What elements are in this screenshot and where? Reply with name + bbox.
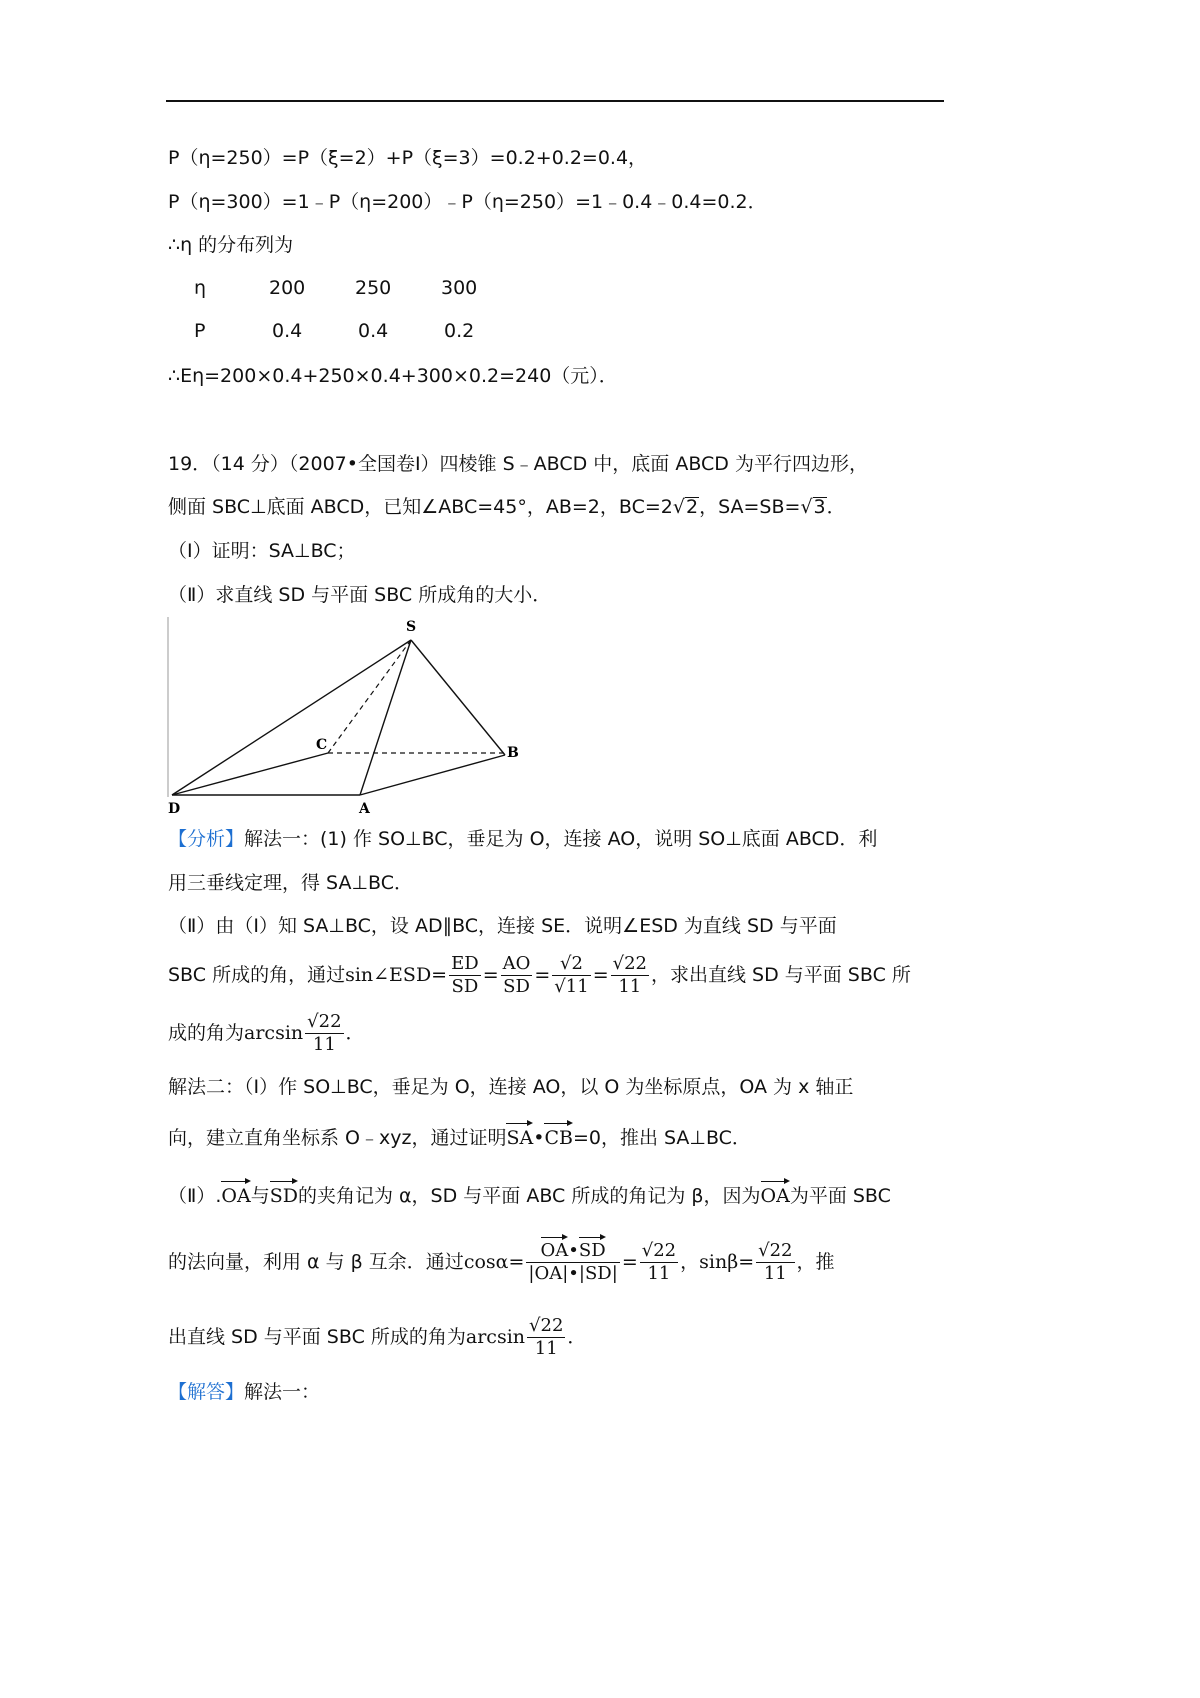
header-rule — [166, 100, 944, 102]
expectation-line: ∴Eη=200×0.4+250×0.4+300×0.2=240（元）． — [168, 365, 618, 387]
edge-DS — [172, 640, 411, 795]
fraction-sqrt22-11: $\frac{√22}{11}$ — [612, 953, 647, 997]
label-D: D — [168, 801, 181, 817]
fraction-sqrt22-11: $\frac{√22}{11}$ — [758, 1240, 793, 1284]
fraction-sqrt2-sqrt11: $\frac{√2}{√11}$ — [554, 953, 589, 997]
analysis-line-2: 用三垂线定理，得 SA⊥BC． — [168, 872, 413, 894]
answer-tag: 【解答】 — [168, 1381, 245, 1403]
edge-CS-dashed — [328, 640, 411, 753]
edge-DC — [172, 753, 328, 795]
analysis-line-7: 向，建立直角坐标系 O﹣xyz，通过证明SA•CB=0，推出 SA⊥BC． — [168, 1127, 751, 1149]
label-S: S — [406, 619, 417, 635]
table-cell: 300 — [441, 277, 478, 299]
analysis-line-6: 解法二：（Ⅰ）作 SO⊥BC，垂足为 O，连接 AO，以 O 为坐标原点，OA 为 x 轴正 — [168, 1076, 854, 1098]
vector-oa: OA — [221, 1185, 251, 1207]
vector-sd: SD — [269, 1185, 298, 1207]
dist-intro: ∴η 的分布列为 — [168, 234, 294, 256]
analysis-line-3: （Ⅱ）由（Ⅰ）知 SA⊥BC，设 AD∥BC，连接 SE．说明∠ESD 为直线 SD 与平面 — [168, 915, 837, 937]
label-A: A — [359, 801, 370, 817]
prob-line-300: P（η=300）=1﹣P（η=200）﹣P（η=250）=1﹣0.4﹣0.4=0.2． — [168, 191, 767, 213]
fraction-sqrt22-11: $\frac{√22}{11}$ — [529, 1315, 564, 1359]
label-C: C — [316, 737, 328, 753]
analysis-line-5: 成的角为arcsin $\frac{√22}{11}$ ． — [168, 1011, 365, 1055]
table-cell: P — [194, 320, 206, 342]
analysis-line-8: （Ⅱ）.OA与SD的夹角记为 α，SD 与平面 ABC 所成的角记为 β，因为OA为平面 SBC — [168, 1185, 891, 1207]
pyramid-figure — [166, 615, 536, 820]
analysis-line-10: 出直线 SD 与平面 SBC 所成的角为arcsin $\frac{√22}{11}$ ． — [168, 1315, 587, 1359]
table-cell: 0.2 — [444, 320, 475, 342]
fraction-ao-sd: $\frac{AO}{SD}$ — [502, 953, 531, 997]
table-cell: 0.4 — [358, 320, 389, 342]
prob-line-250: P（η=250）=P（ξ=2）+P（ξ=3）=0.2+0.2=0.4， — [168, 147, 648, 169]
fraction-ed-sd: $\frac{ED}{SD}$ — [451, 953, 479, 997]
vector-oa: OA — [760, 1185, 790, 1207]
analysis-tag: 【分析】 — [168, 828, 245, 850]
analysis-line-1: 【分析】解法一：(1) 作 SO⊥BC，垂足为 O，连接 AO，说明 SO⊥底面 ABCD．利 — [168, 828, 878, 850]
analysis-line-9: 的法向量，利用 α 与 β 互余．通过cosα= $\frac{OA•SD}{|OA|•|SD|}$ = $\frac{√22}{11}$ ，sinβ= $\frac{√22}{11}$ ，推 — [168, 1240, 835, 1284]
problem-line-1: 19．（14 分）（2007•全国卷Ⅰ）四棱锥 S﹣ABCD 中，底面 ABCD 为平行四边形， — [168, 453, 868, 475]
vector-sa: SA — [506, 1127, 534, 1149]
fraction-sqrt22-11: $\frac{√22}{11}$ — [307, 1011, 342, 1055]
table-cell: 200 — [269, 277, 306, 299]
answer-line: 【解答】解法一： — [168, 1381, 321, 1403]
table-cell: 250 — [355, 277, 392, 299]
sqrt-2: √2 — [672, 496, 699, 518]
problem-part-1: （Ⅰ）证明：SA⊥BC； — [168, 540, 356, 562]
fraction-sqrt22-11: $\frac{√22}{11}$ — [641, 1240, 677, 1284]
label-B: B — [507, 745, 519, 761]
table-cell: 0.4 — [272, 320, 303, 342]
vector-cb: CB — [544, 1127, 573, 1149]
problem-part-2: （Ⅱ）求直线 SD 与平面 SBC 所成角的大小． — [168, 584, 552, 606]
sqrt-3: √3 — [800, 496, 826, 518]
edge-SB — [411, 640, 505, 755]
analysis-line-4: SBC 所成的角，通过sin∠ESD= $\frac{ED}{SD}$ = $\frac{AO}{SD}$ = $\frac{√2}{√11}$ = $\frac{√22}{11}$ ，求出直线 SD 与平面 SBC 所 — [168, 953, 911, 997]
fraction-cos-alpha: $\frac{OA•SD}{|OA|•|SD|}$ — [528, 1240, 618, 1284]
edge-AB — [360, 755, 505, 795]
edge-AS — [360, 640, 411, 795]
problem-line-2: 侧面 SBC⊥底面 ABCD，已知∠ABC=45°，AB=2，BC=2√2，SA=SB=√3． — [168, 496, 846, 518]
table-cell: η — [194, 277, 207, 299]
